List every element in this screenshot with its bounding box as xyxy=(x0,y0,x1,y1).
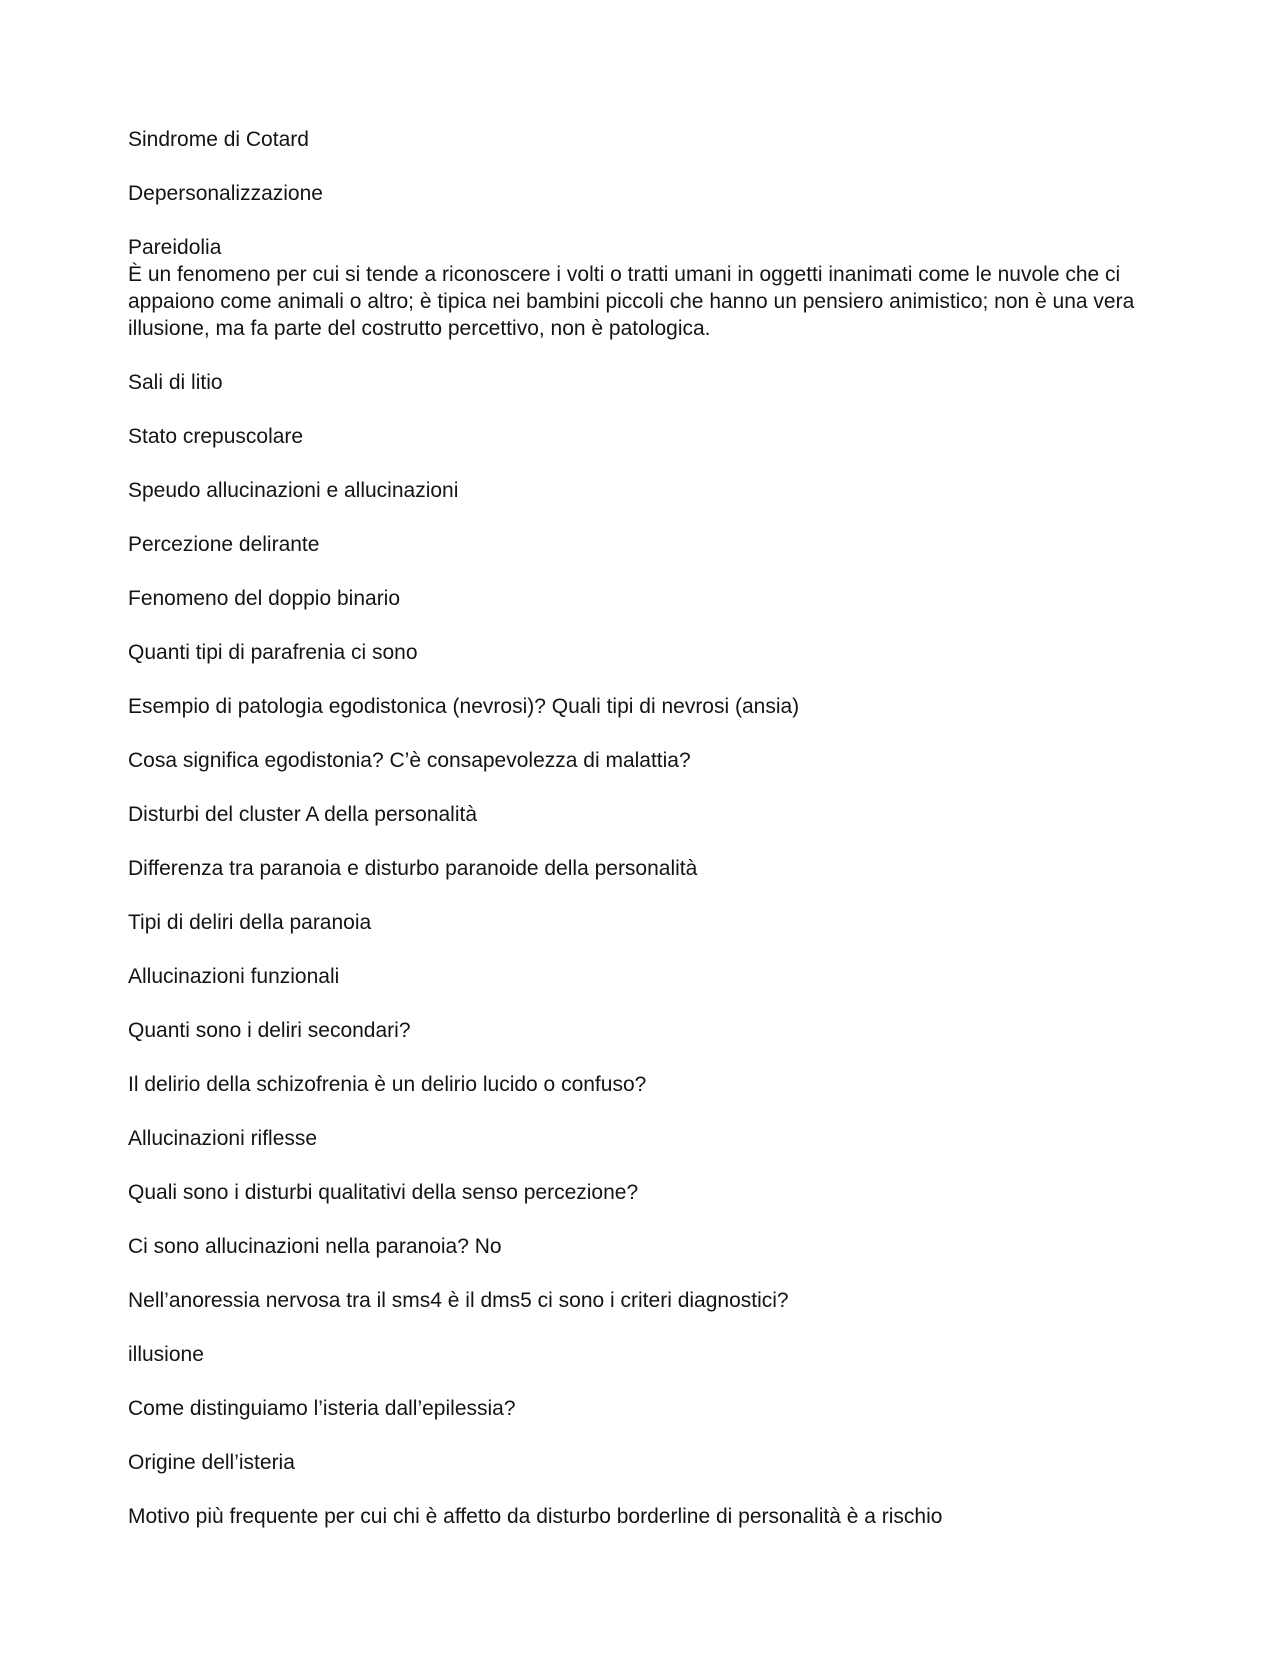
entry-9 xyxy=(128,639,1168,666)
entry-15 xyxy=(128,963,1168,990)
entry-title: Pareidolia xyxy=(128,236,222,259)
entry-title: Origine dell’isteria xyxy=(128,1451,295,1474)
entry-12 xyxy=(128,801,1168,828)
entry-title: Fenomeno del doppio binario xyxy=(128,587,401,610)
entry-title: Allucinazioni funzionali xyxy=(128,965,340,988)
entry-title: illusione xyxy=(128,1343,204,1366)
entry-8 xyxy=(128,585,1168,612)
entry-14 xyxy=(128,909,1168,936)
document-content xyxy=(128,126,1168,1557)
entry-body: È un fenomeno per cui si tende a riconoscere i volti o tratti umani in oggetti inanimati come le nuvole che ci appaiono come animali o altro; è tipica nei bambini piccoli che hanno un pensiero animistico; non è una vera illusione, ma fa parte del costrutto percettivo, non è patologica. xyxy=(128,263,1135,340)
entry-7 xyxy=(128,531,1168,558)
entry-title: Tipi di deliri della paranoia xyxy=(128,911,372,934)
entry-title: Quanti sono i deliri secondari? xyxy=(128,1019,411,1042)
entry-23 xyxy=(128,1395,1168,1422)
entry-title: Depersonalizzazione xyxy=(128,182,323,205)
entry-19 xyxy=(128,1179,1168,1206)
entry-title: Differenza tra paranoia e disturbo paranoide della personalità xyxy=(128,857,698,880)
entry-18 xyxy=(128,1125,1168,1152)
entry-2 xyxy=(128,180,1168,207)
entry-title: Speudo allucinazioni e allucinazioni xyxy=(128,479,459,502)
entry-title: Ci sono allucinazioni nella paranoia? No xyxy=(128,1235,502,1258)
entry-11 xyxy=(128,747,1168,774)
entry-title: Cosa significa egodistonia? C’è consapevolezza di malattia? xyxy=(128,749,691,772)
entry-title: Quali sono i disturbi qualitativi della senso percezione? xyxy=(128,1181,639,1204)
entry-17 xyxy=(128,1071,1168,1098)
entry-10 xyxy=(128,693,1168,720)
entry-title: Allucinazioni riflesse xyxy=(128,1127,318,1150)
entry-title: Come distinguiamo l’isteria dall’epilessia? xyxy=(128,1397,516,1420)
entry-title: Motivo più frequente per cui chi è affetto da disturbo borderline di personalità è a rischio xyxy=(128,1505,943,1528)
entry-title: Il delirio della schizofrenia è un delirio lucido o confuso? xyxy=(128,1073,647,1096)
entry-4 xyxy=(128,369,1168,396)
entry-3 xyxy=(128,234,1168,342)
entry-5 xyxy=(128,423,1168,450)
entry-title: Esempio di patologia egodistonica (nevrosi)? Quali tipi di nevrosi (ansia) xyxy=(128,695,800,718)
entry-20 xyxy=(128,1233,1168,1260)
entry-title: Sindrome di Cotard xyxy=(128,128,309,151)
entry-1 xyxy=(128,126,1168,153)
entry-22 xyxy=(128,1341,1168,1368)
entry-title: Nell’anoressia nervosa tra il sms4 è il dms5 ci sono i criteri diagnostici? xyxy=(128,1289,789,1312)
entry-13 xyxy=(128,855,1168,882)
entry-24 xyxy=(128,1449,1168,1476)
entry-title: Disturbi del cluster A della personalità xyxy=(128,803,478,826)
entry-title: Quanti tipi di parafrenia ci sono xyxy=(128,641,418,664)
entry-21 xyxy=(128,1287,1168,1314)
entry-25 xyxy=(128,1503,1168,1530)
entry-title: Percezione delirante xyxy=(128,533,320,556)
entry-title: Sali di litio xyxy=(128,371,223,394)
entry-title: Stato crepuscolare xyxy=(128,425,304,448)
entry-6 xyxy=(128,477,1168,504)
entry-16 xyxy=(128,1017,1168,1044)
